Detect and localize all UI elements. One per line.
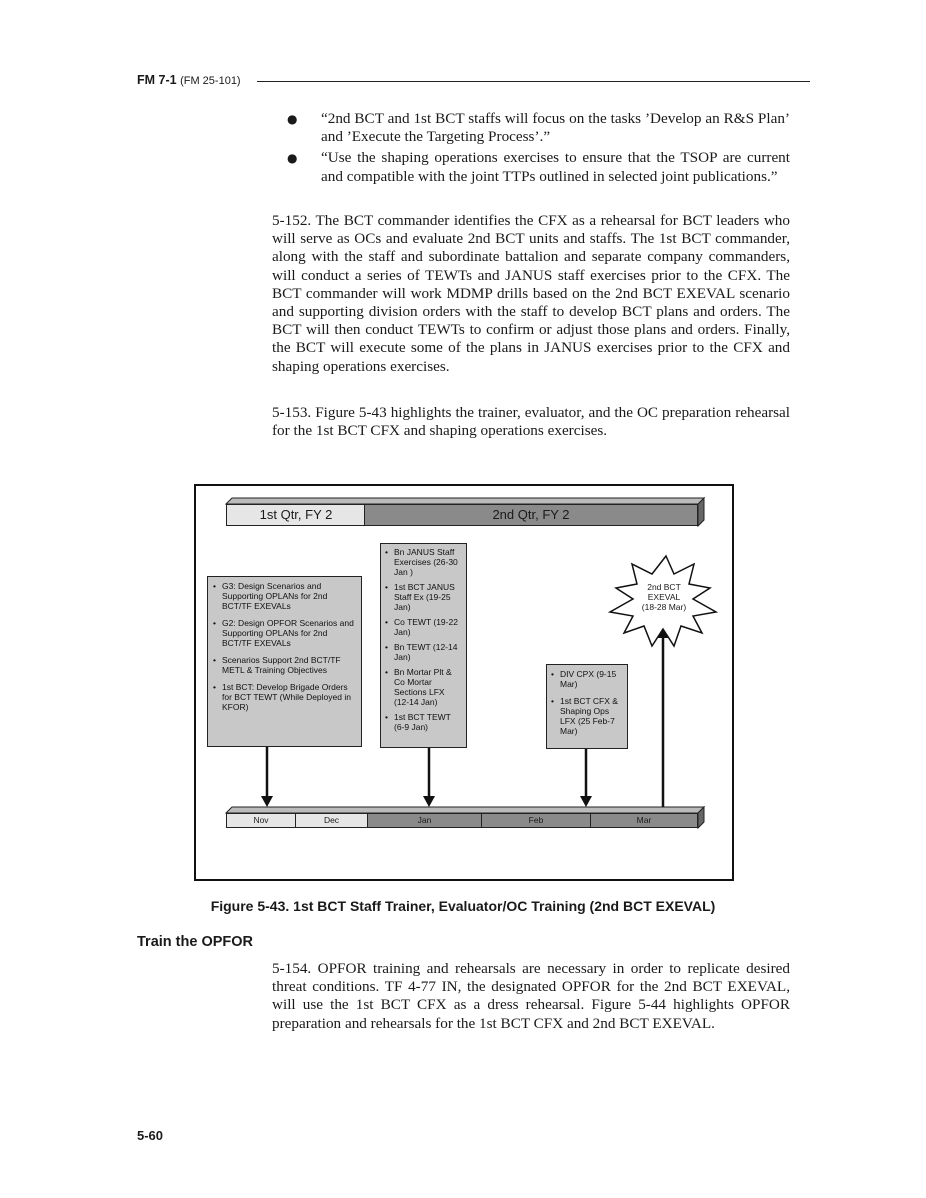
quarter-bar-q1: 1st Qtr, FY 2: [226, 504, 366, 526]
quarter-bar-top: [226, 498, 704, 504]
figure-caption: Figure 5-43. 1st BCT Staff Trainer, Evaluator/OC Training (2nd BCT EXEVAL): [210, 898, 716, 914]
task-item: • 1st BCT CFX & Shaping Ops LFX (25 Feb-7 Mar): [551, 696, 623, 736]
bullet-text: “Use the shaping operations exercises to ensure that the TSOP are current and compatible with the joint TTPs outlined in selected joint publications.”: [321, 149, 790, 185]
task-box-planning: [207, 576, 362, 747]
arrow-down-icon: [580, 796, 592, 807]
bullet-item: [287, 149, 790, 185]
header-rule: [257, 81, 810, 82]
task-box-march: [546, 664, 628, 749]
bullet-item: [287, 110, 790, 146]
task-item: • 1st BCT JANUS Staff Ex (19-25 Jan): [385, 582, 462, 612]
figure-5-43: [194, 484, 734, 881]
month-mar: Mar: [590, 813, 698, 828]
starburst-label: 2nd BCT EXEVAL (18-28 Mar): [641, 582, 687, 612]
arrow-down-icon: [261, 796, 273, 807]
paragraph-5-152: 5-152. The BCT commander identifies the CFX as a rehearsal for BCT leaders who will serve as OCs and evaluate 2nd BCT units and staffs. The 1st BCT commander, along with the staff and subordinate battalion and separate company commanders, will conduct a series of TEWTs and JANUS staff exercises prior to the CFX. The BCT commander will work MDMP drills based on the 2nd BCT EXEVAL scenario and supporting division orders with the staff to develop BCT plans and orders. The BCT will then conduct TEWTs to confirm or adjust those plans and orders. Finally, the BCT will execute some of the plans in JANUS exercises prior to the CFX and shaping operations exercises.: [272, 212, 790, 375]
paragraph-5-153: 5-153. Figure 5-43 highlights the trainer, evaluator, and the OC preparation rehearsal for the 1st BCT CFX and shaping operations exercises.: [272, 404, 790, 440]
month-dec: Dec: [295, 813, 368, 828]
task-item: • Bn Mortar Plt & Co Mortar Sections LFX (12-14 Jan): [385, 667, 462, 707]
task-item: • G2: Design OPFOR Scenarios and Supporting OPLANs for 2nd BCT/TF EXEVALs: [213, 618, 356, 648]
paragraph-5-154: 5-154. OPFOR training and rehearsals are necessary in order to replicate desired threat conditions. TF 4-77 IN, the designated OPFOR for the 2nd BCT EXEVAL, will use the 1st BCT CFX as a dress rehearsal. Figure 5-44 highlights OPFOR preparation and rehearsals for the 1st BCT CFX and 2nd BCT EXEVAL.: [272, 960, 790, 1032]
header-title: FM 7-1: [137, 73, 177, 87]
task-item: • Bn JANUS Staff Exercises (26-30 Jan ): [385, 547, 462, 577]
task-item: • G3: Design Scenarios and Supporting OPLANs for 2nd BCT/TF EXEVALs: [213, 581, 356, 611]
header-subtitle: (FM 25-101): [180, 75, 241, 87]
month-jan: Jan: [367, 813, 482, 828]
task-item: • DIV CPX (9-15 Mar): [551, 669, 623, 689]
bullet-dot-icon: ●: [287, 112, 298, 126]
arrow-down-icon: [423, 796, 435, 807]
page-number: 5-60: [137, 1128, 164, 1143]
task-item: • 1st BCT: Develop Brigade Orders for BCT TEWT (While Deployed in KFOR): [213, 682, 356, 712]
task-item: • Scenarios Support 2nd BCT/TF METL & Training Objectives: [213, 655, 356, 675]
month-nov: Nov: [226, 813, 296, 828]
bullet-dot-icon: ●: [287, 151, 298, 166]
task-item: • Bn TEWT (12-14 Jan): [385, 642, 462, 662]
section-heading: Train the OPFOR: [137, 934, 254, 950]
quarter-bar-q2: 2nd Qtr, FY 2: [364, 504, 698, 526]
running-header: [137, 70, 810, 92]
month-feb: Feb: [481, 813, 591, 828]
quote-bullet-list: [287, 110, 790, 189]
bullet-text: “2nd BCT and 1st BCT staffs will focus on the tasks ’Develop an R&S Plan’ and ’Execute the Targeting Process’.”: [321, 110, 790, 146]
task-item: • Co TEWT (19-22 Jan): [385, 617, 462, 637]
task-box-january: [380, 543, 467, 748]
task-item: • 1st BCT TEWT (6-9 Jan): [385, 712, 462, 732]
